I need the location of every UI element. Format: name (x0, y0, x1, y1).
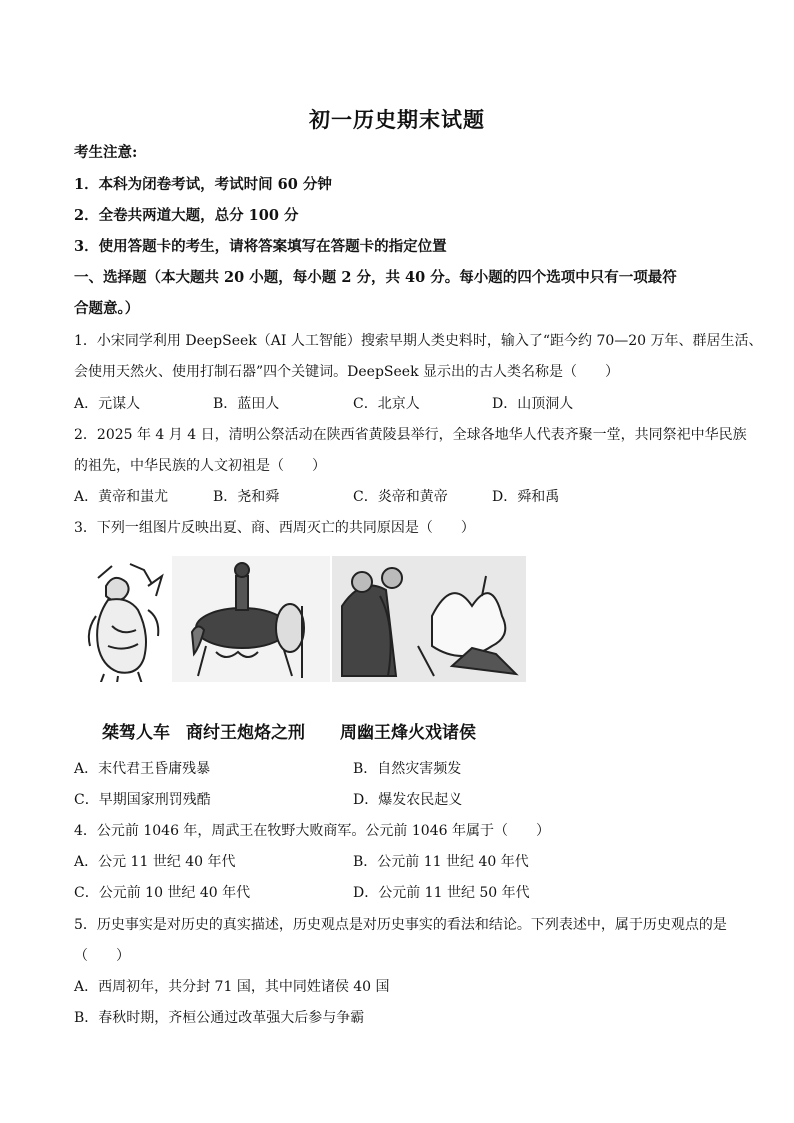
question-1-option-a[interactable]: A．元谋人 (74, 396, 141, 412)
caption-paoluo: 商纣王炮烙之刑 (186, 723, 305, 743)
question-1-option-d[interactable]: D．山顶洞人 (492, 396, 574, 412)
question-5-option-b[interactable]: B．春秋时期，齐桓公通过改革强大后参与争霸 (74, 1010, 365, 1026)
note-item-2: 2．全卷共两道大题，总分 100 分 (74, 207, 299, 224)
question-4-line1: 4．公元前 1046 年，周武王在牧野大败商军。公元前 1046 年属于（ ） (74, 823, 550, 839)
question-5-option-a[interactable]: A．西周初年，共分封 71 国，其中同姓诸侯 40 国 (74, 979, 390, 995)
caption-beacon-fire: 周幽王烽火戏诸侯 (340, 723, 476, 743)
question-3-option-b[interactable]: B．自然灾害频发 (353, 761, 462, 777)
question-4-option-d[interactable]: D．公元前 11 世纪 50 年代 (353, 885, 530, 901)
question-5-line2: （ ） (74, 948, 130, 964)
question-1-line2: 会使用天然火、使用打制石器”四个关键词。DeepSeek 显示出的古人类名称是（ ） (74, 364, 620, 380)
question-2-option-a[interactable]: A．黄帝和蚩尤 (74, 489, 169, 505)
caption-jie-cart: 桀驾人车 (102, 723, 170, 743)
section-heading-line1: 一、选择题（本大题共 20 小题，每小题 2 分，共 40 分。每小题的四个选项中只有一项最符 (74, 269, 677, 286)
question-2-option-b[interactable]: B．尧和舜 (213, 489, 280, 505)
question-4-option-b[interactable]: B．公元前 11 世纪 40 年代 (353, 854, 529, 870)
question-1-line1: 1．小宋同学利用 DeepSeek（AI 人工智能）搜索早期人类史料时，输入了“距今约 70—20 万年、群居生活、 (74, 333, 763, 349)
question-2-line1: 2．2025 年 4 月 4 日，清明公祭活动在陕西省黄陵县举行，全球各地华人代表齐聚一堂，共同祭祀中华民族 (74, 427, 747, 443)
beacon-fire-illustration (332, 556, 526, 682)
question-2-option-c[interactable]: C．炎帝和黄帝 (353, 489, 448, 505)
question-3-figure (74, 548, 534, 748)
question-3-option-c[interactable]: C．早期国家刑罚残酷 (74, 792, 211, 808)
note-item-3: 3．使用答题卡的考生，请将答案填写在答题卡的指定位置 (74, 238, 447, 255)
jie-cart-illustration (78, 556, 170, 682)
question-4-option-a[interactable]: A．公元 11 世纪 40 年代 (74, 854, 236, 870)
question-5-line1: 5．历史事实是对历史的真实描述，历史观点是对历史事实的看法和结论。下列表述中，属于历史观点的是 (74, 917, 727, 933)
page-title: 初一历史期末试题 (309, 107, 485, 132)
question-4-option-c[interactable]: C．公元前 10 世纪 40 年代 (74, 885, 251, 901)
question-3-option-d[interactable]: D．爆发农民起义 (353, 792, 463, 808)
question-3-line1: 3．下列一组图片反映出夏、商、西周灭亡的共同原因是（ ） (74, 520, 475, 536)
paoluo-punishment-illustration (172, 556, 330, 682)
question-2-line2: 的祖先，中华民族的人文初祖是（ ） (74, 458, 326, 474)
notes-heading: 考生注意: (74, 144, 138, 161)
question-1-option-c[interactable]: C．北京人 (353, 396, 420, 412)
section-heading-line2: 合题意。） (74, 300, 140, 317)
note-item-1: 1．本科为闭卷考试，考试时间 60 分钟 (74, 176, 332, 193)
question-2-option-d[interactable]: D．舜和禹 (492, 489, 560, 505)
question-1-option-b[interactable]: B．蓝田人 (213, 396, 280, 412)
question-3-option-a[interactable]: A．末代君王昏庸残暴 (74, 761, 211, 777)
